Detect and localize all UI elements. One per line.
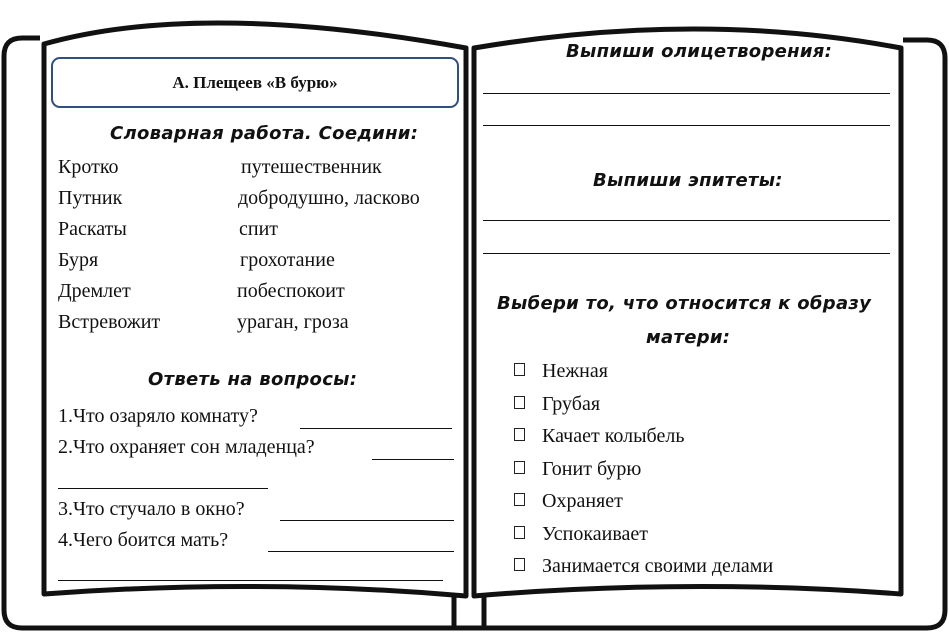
option-checkbox[interactable] bbox=[514, 428, 525, 441]
answer-line[interactable] bbox=[483, 125, 890, 126]
option-checkbox[interactable] bbox=[514, 363, 525, 376]
vocab-heading: Словарная работа. Соедини: bbox=[110, 123, 419, 144]
option-checkbox[interactable] bbox=[514, 461, 525, 474]
vocab-right-word: спит bbox=[239, 218, 279, 240]
mother-heading: Выбери то, что относится к образу bbox=[497, 293, 872, 314]
vocab-left-word: Кротко bbox=[58, 156, 119, 178]
question-text: 3.Что стучало в окно? bbox=[58, 498, 245, 520]
vocab-left-word: Путник bbox=[58, 187, 123, 209]
option-label: Успокаивает bbox=[542, 523, 649, 545]
answer-line[interactable] bbox=[483, 220, 890, 221]
answer-line[interactable] bbox=[268, 551, 454, 552]
option-label: Грубая bbox=[542, 393, 601, 415]
vocab-right-word: побеспокоит bbox=[237, 280, 345, 302]
question-text: 4.Чего боится мать? bbox=[58, 529, 229, 551]
option-label: Занимается своими делами bbox=[542, 555, 774, 577]
vocab-right-word: путешественник bbox=[241, 156, 382, 178]
answer-line[interactable] bbox=[483, 93, 890, 94]
option-label: Гонит бурю bbox=[542, 458, 642, 480]
vocab-right-word: ураган, гроза bbox=[237, 311, 349, 333]
answer-line[interactable] bbox=[483, 253, 890, 254]
question-text: 1.Что озаряло комнату? bbox=[58, 405, 258, 427]
answer-line[interactable] bbox=[300, 428, 452, 429]
questions-heading: Ответь на вопросы: bbox=[148, 369, 358, 390]
option-label: Охраняет bbox=[542, 490, 623, 512]
question-text: 2.Что охраняет сон младенца? bbox=[58, 436, 315, 458]
option-checkbox[interactable] bbox=[514, 558, 525, 571]
answer-line[interactable] bbox=[372, 459, 454, 460]
answer-line[interactable] bbox=[58, 488, 268, 489]
personifications-heading: Выпиши олицетворения: bbox=[566, 41, 833, 62]
vocab-left-word: Встревожит bbox=[58, 311, 161, 333]
vocab-right-word: грохотание bbox=[240, 249, 335, 271]
option-checkbox[interactable] bbox=[514, 493, 525, 506]
answer-line[interactable] bbox=[58, 580, 443, 581]
page-title: А. Плещеев «В бурю» bbox=[51, 57, 459, 108]
option-label: Нежная bbox=[542, 360, 608, 382]
mother-heading-cont: матери: bbox=[646, 327, 731, 348]
option-label: Качает колыбель bbox=[542, 425, 685, 447]
option-checkbox[interactable] bbox=[514, 526, 525, 539]
vocab-right-word: добродушно, ласково bbox=[238, 187, 420, 209]
vocab-left-word: Раскаты bbox=[58, 218, 127, 240]
answer-line[interactable] bbox=[280, 520, 454, 521]
vocab-left-word: Дремлет bbox=[58, 280, 131, 302]
vocab-left-word: Буря bbox=[58, 249, 99, 271]
epithets-heading: Выпиши эпитеты: bbox=[593, 170, 783, 191]
option-checkbox[interactable] bbox=[514, 396, 525, 409]
